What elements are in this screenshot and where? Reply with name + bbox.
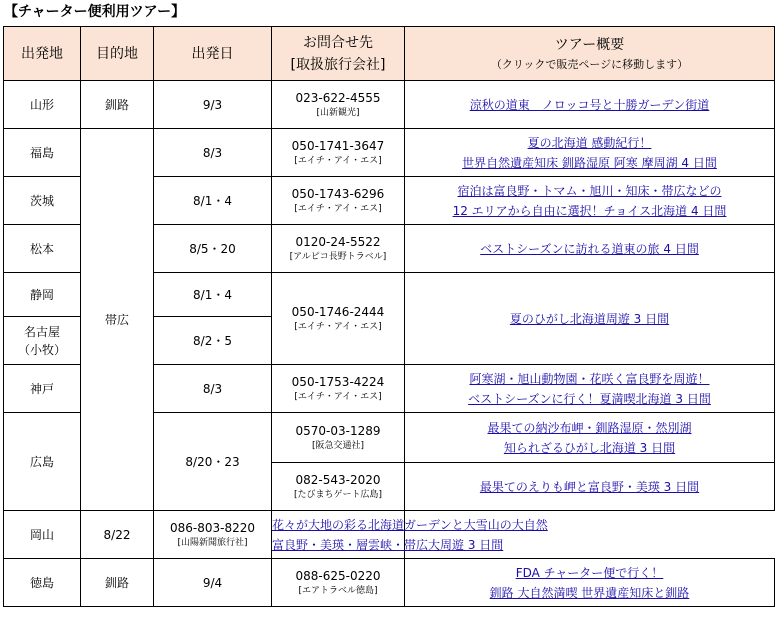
contact-cell (272, 559, 405, 607)
tour-link[interactable]: ベストシーズンに行く！夏満喫北海道 3 日間 (468, 391, 711, 406)
header-overview (405, 27, 775, 81)
contact-agency: [たびまちゲート広島] (293, 489, 383, 500)
header-destination: 目的地 (81, 27, 154, 81)
contact-cell (272, 413, 405, 463)
origin-cell: 岡山 (4, 511, 81, 559)
contact-cell (272, 365, 405, 413)
contact-cell (272, 273, 405, 365)
contact-agency: [阪急交通社] (311, 440, 365, 451)
contact-cell (272, 81, 405, 129)
tour-link[interactable]: FDA チャーター便で行く！ (515, 565, 664, 580)
contact-cell (272, 225, 405, 273)
destination-cell: 釧路 (81, 559, 154, 607)
date-cell: 8/3 (154, 129, 272, 177)
header-contact-sub: [取扱旅行会社] (290, 56, 386, 73)
contact-tel: 0120-24-5522 (295, 234, 381, 249)
contact-tel: 0570-03-1289 (295, 423, 381, 438)
contact-cell (272, 463, 405, 511)
tour-link[interactable]: 釧路 大自然満喫 世界遺産知床と釧路 (489, 585, 690, 600)
table-row-okayama (4, 511, 775, 559)
origin-cell: 福島 (4, 129, 81, 177)
contact-tel: 050-1743-6296 (291, 186, 385, 201)
contact-tel: 050-1741-3647 (291, 138, 385, 153)
contact-agency: [山陽新聞旅行社] (177, 537, 248, 548)
contact-tel: 082-543-2020 (295, 472, 381, 487)
date-cell: 9/4 (154, 559, 272, 607)
origin-cell (4, 317, 81, 365)
tour-link[interactable]: 最果ての納沙布岬・釧路湿原・然別湖 (487, 420, 692, 435)
table-row-tokushima (4, 559, 775, 607)
tour-link[interactable]: 涼秋の道東 ノロッコ号と十勝ガーデン街道 (469, 97, 710, 112)
overview-cell (405, 273, 775, 365)
overview-cell (405, 177, 775, 225)
tour-link[interactable]: 阿寒湖・旭山動物園・花咲く富良野を周遊！ (469, 371, 710, 386)
overview-cell (405, 413, 775, 463)
header-overview-label: ツアー概要 (554, 36, 625, 53)
contact-agency: [エイチ・アイ・エス] (294, 391, 382, 402)
origin-cell: 広島 (4, 413, 81, 511)
origin-cell: 徳島 (4, 559, 81, 607)
origin-cell: 静岡 (4, 273, 81, 317)
contact-agency: [エアトラベル徳島] (298, 585, 378, 596)
tour-link[interactable]: 富良野・美瑛・層雲峡・帯広大周遊 3 日間 (272, 537, 504, 552)
destination-cell: 帯広 (81, 129, 154, 511)
date-cell: 8/20・23 (154, 413, 272, 511)
overview-cell (405, 129, 775, 177)
tour-link[interactable]: 知られざるひがし北海道 3 日間 (503, 440, 676, 455)
page-title: 【チャーター便利用ツアー】 (4, 4, 186, 20)
date-cell: 8/2・5 (154, 317, 272, 365)
origin-cell: 山形 (4, 81, 81, 129)
overview-cell (405, 225, 775, 273)
date-cell: 8/1・4 (154, 177, 272, 225)
tour-link[interactable]: ベストシーズンに訪れる道東の旅 4 日間 (480, 241, 699, 256)
header-date: 出発日 (154, 27, 272, 81)
contact-tel: 023-622-4555 (295, 90, 381, 105)
overview-cell (405, 463, 775, 511)
date-cell: 8/22 (81, 511, 154, 559)
contact-agency: [エイチ・アイ・エス] (294, 203, 382, 214)
header-contact (272, 27, 405, 81)
contact-agency: [山新観光] (316, 107, 360, 118)
header-origin: 出発地 (4, 27, 81, 81)
charter-tour-table (3, 26, 775, 607)
contact-cell (272, 177, 405, 225)
origin-cell: 神戸 (4, 365, 81, 413)
overview-cell (272, 511, 548, 559)
tour-link[interactable]: 世界自然遺産知床 釧路湿原 阿寒 摩周湖 4 日間 (462, 155, 717, 170)
contact-cell (272, 129, 405, 177)
date-cell: 8/3 (154, 365, 272, 413)
contact-tel: 050-1753-4224 (291, 374, 385, 389)
overview-cell (405, 81, 775, 129)
header-row (4, 27, 775, 81)
contact-tel: 050-1746-2444 (291, 304, 385, 319)
overview-cell (405, 365, 775, 413)
header-contact-label: お問合せ先 (303, 34, 373, 51)
origin-cell: 茨城 (4, 177, 81, 225)
table-row-fukushima (4, 129, 775, 177)
contact-tel: 086-803-8220 (169, 520, 255, 535)
contact-agency: [アルピコ長野トラベル] (289, 251, 387, 262)
tour-link[interactable]: 宿泊は富良野・トマム・旭川・知床・帯広などの (457, 183, 722, 198)
table-row-yamagata (4, 81, 775, 129)
contact-cell (154, 511, 272, 559)
header-overview-sub: （クリックで販売ページに移動します） (490, 57, 689, 71)
date-cell: 8/1・4 (154, 273, 272, 317)
contact-agency: [エイチ・アイ・エス] (294, 155, 382, 166)
destination-cell: 釧路 (81, 81, 154, 129)
tour-link[interactable]: 12 エリアから自由に選択！チョイス北海道 4 日間 (452, 203, 727, 218)
date-cell: 9/3 (154, 81, 272, 129)
date-cell: 8/5・20 (154, 225, 272, 273)
tour-link[interactable]: 夏のひがし北海道周遊 3 日間 (509, 311, 670, 326)
origin-label: 名古屋 (23, 324, 60, 339)
overview-cell (405, 559, 775, 607)
tour-link[interactable]: 夏の北海道 感動紀行！ (527, 135, 652, 150)
origin-cell: 松本 (4, 225, 81, 273)
tour-link[interactable]: 最果てのえりも岬と富良野・美瑛 3 日間 (479, 479, 700, 494)
tour-link[interactable]: 花々が大地の彩る北海道ガーデンと大雪山の大自然 (272, 517, 548, 532)
contact-tel: 088-625-0220 (295, 568, 381, 583)
origin-sub: （小牧） (17, 342, 66, 357)
contact-agency: [エイチ・アイ・エス] (294, 321, 382, 332)
